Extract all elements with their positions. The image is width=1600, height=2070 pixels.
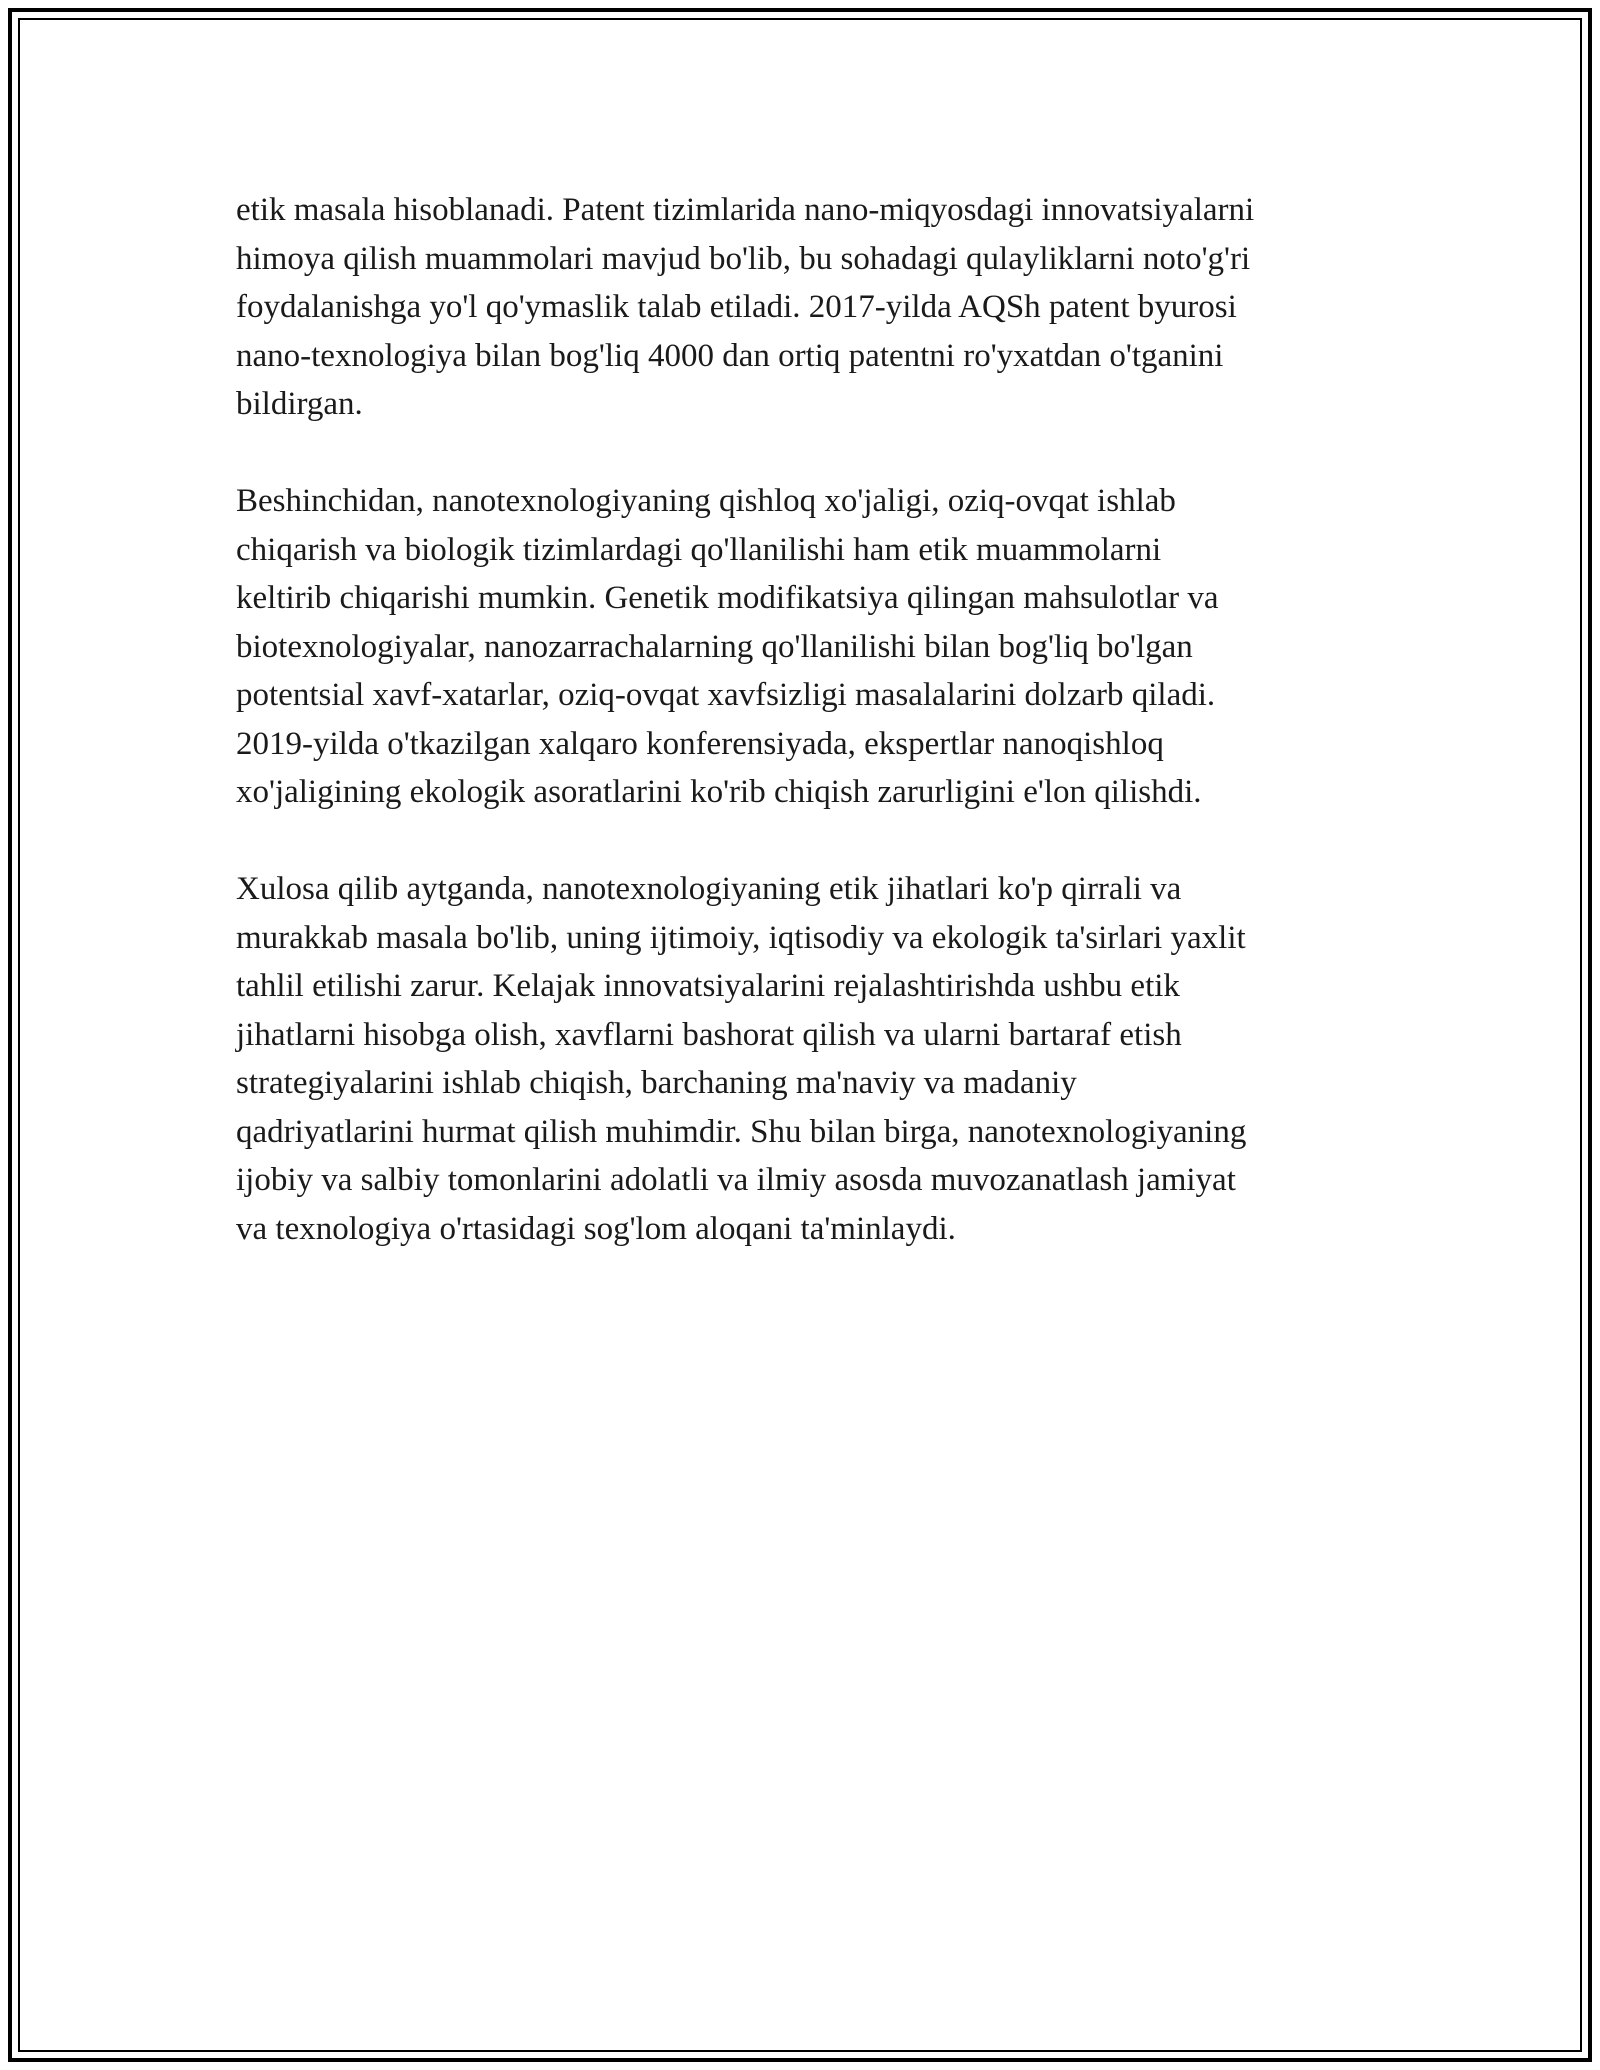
paragraph-1	[236, 186, 1386, 429]
text-line: etik masala hisoblanadi. Patent tizimlarida nano-miqyosdagi innovatsiyalarni	[236, 192, 1255, 228]
text-line: ijobiy va salbiy tomonlarini adolatli va ilmiy asosda muvozanatlash jamiyat	[236, 1162, 1236, 1198]
text-line: bildirgan.	[236, 386, 363, 422]
text-line: strategiyalarini ishlab chiqish, barchaning ma'naviy va madaniy	[236, 1065, 1077, 1101]
text-line: himoya qilish muammolari mavjud bo'lib, bu sohadagi qulayliklarni noto'g'ri	[236, 240, 1251, 277]
text-line: nano-texnologiya bilan bog'liq 4000 dan ortiq patentni ro'yxatdan o'tganini	[236, 337, 1224, 374]
text-line: va texnologiya o'rtasidagi sog'lom aloqani ta'minlaydi.	[236, 1210, 956, 1247]
document-body	[236, 186, 1386, 1302]
text-line: Beshinchidan, nanotexnologiyaning qishloq xo'jaligi, oziq-ovqat ishlab	[236, 483, 1176, 519]
text-line: potentsial xavf-xatarlar, oziq-ovqat xavfsizligi masalalarini dolzarb qiladi.	[236, 677, 1216, 713]
paragraph-3	[236, 865, 1386, 1253]
text-line: jihatlarni hisobga olish, xavflarni bashorat qilish va ularni bartaraf etish	[236, 1016, 1182, 1053]
text-line: foydalanishga yo'l qo'ymaslik talab etiladi. 2017-yilda AQSh patent byurosi	[236, 289, 1237, 325]
text-line: qadriyatlarini hurmat qilish muhimdir. Shu bilan birga, nanotexnologiyaning	[236, 1113, 1247, 1150]
text-line: xo'jaligining ekologik asoratlarini ko'rib chiqish zarurligini e'lon qilishdi.	[236, 774, 1202, 810]
text-line: biotexnologiyalar, nanozarrachalarning qo'llanilishi bilan bog'liq bo'lgan	[236, 628, 1193, 665]
text-line: chiqarish va biologik tizimlardagi qo'llanilishi ham etik muammolarni	[236, 531, 1162, 568]
paragraph-2	[236, 477, 1386, 817]
text-line: keltirib chiqarishi mumkin. Genetik modifikatsiya qilingan mahsulotlar va	[236, 580, 1219, 616]
text-line: murakkab masala bo'lib, uning ijtimoiy, iqtisodiy va ekologik ta'sirlari yaxlit	[236, 919, 1246, 956]
text-line: tahlil etilishi zarur. Kelajak innovatsiyalarini rejalashtirishda ushbu etik	[236, 968, 1180, 1004]
text-line: 2019-yilda o'tkazilgan xalqaro konferensiyada, ekspertlar nanoqishloq	[236, 725, 1164, 762]
text-line: Xulosa qilib aytganda, nanotexnologiyaning etik jihatlari ko'p qirrali va	[236, 871, 1182, 907]
